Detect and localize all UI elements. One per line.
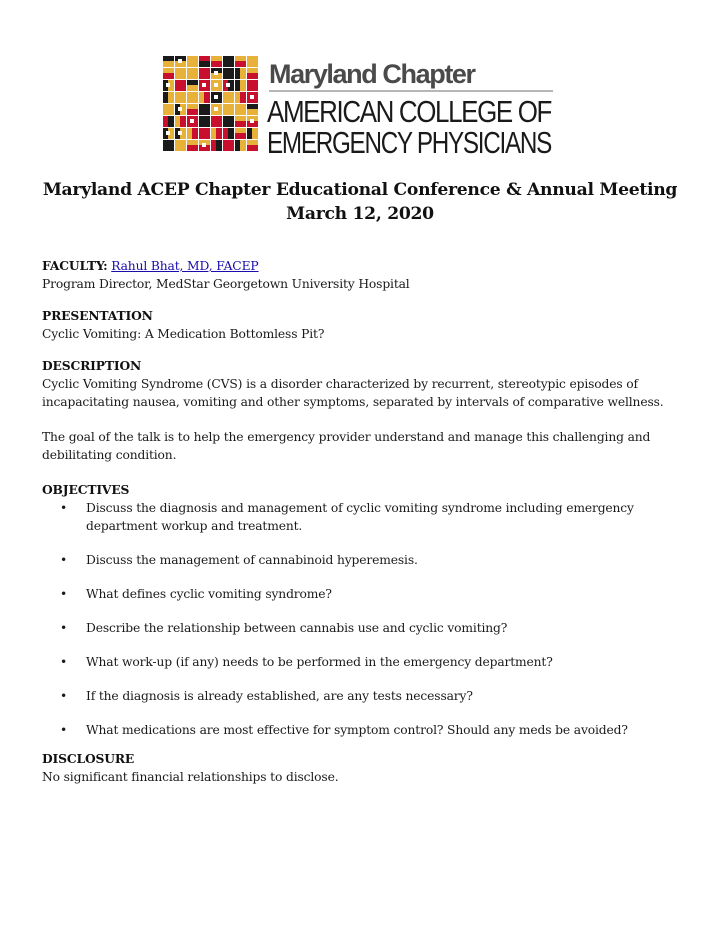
mosaic-tile-highlight [178, 107, 182, 111]
mosaic-tile [187, 68, 198, 79]
mosaic-tile-accent [240, 92, 246, 103]
goal-line: The goal of the talk is to help the emergency provider understand and manage this challenging and [42, 430, 651, 444]
disclosure-heading: DISCLOSURE [42, 751, 135, 766]
objective-item: • What work-up (if any) needs to be performed in the emergency department? [42, 653, 676, 671]
presentation-section [42, 307, 682, 343]
objectives-list [42, 499, 682, 739]
mosaic-tile-accent [240, 140, 246, 151]
mosaic-tile-accent [211, 61, 222, 67]
mosaic-tile-highlight [202, 83, 206, 87]
mosaic-tile-highlight [190, 119, 194, 123]
mosaic-tile [199, 116, 210, 127]
mosaic-tile [235, 104, 246, 115]
mosaic-tile-accent [235, 121, 246, 127]
mosaic-tile-accent [216, 140, 222, 151]
mosaic-tile-highlight [202, 143, 206, 147]
mosaic-tile-accent [240, 80, 246, 91]
mosaic-tile [175, 80, 186, 91]
goal-line: debilitating condition. [42, 448, 177, 462]
objective-item: • What defines cyclic vomiting syndrome? [42, 585, 676, 603]
faculty-name-link[interactable]: Rahul Bhat, MD, FACEP [111, 259, 259, 273]
mosaic-tile [247, 80, 258, 91]
mosaic-tile [199, 128, 210, 139]
mosaic-tile [223, 68, 234, 79]
description-line: incapacitating nausea, vomiting and other symptoms, separated by intervals of comparative wellness. [42, 395, 664, 409]
objective-item: • Discuss the diagnosis and management of cyclic vomiting syndrome including emergency department workup and treatment. [42, 499, 676, 535]
mosaic-tile-accent [180, 116, 186, 127]
mosaic-tile [163, 140, 174, 151]
mosaic-tile [223, 140, 234, 151]
mosaic-tile [163, 104, 174, 115]
mosaic-tile-highlight [214, 83, 218, 87]
objectives-section [42, 481, 682, 739]
mosaic-tile-highlight [214, 107, 218, 111]
mosaic-tile [223, 56, 234, 67]
mosaic-tile-accent [168, 92, 174, 103]
mosaic-tile-highlight [226, 83, 230, 87]
faculty-role: Program Director, MedStar Georgetown University Hospital [42, 277, 410, 291]
mosaic-tile-accent [247, 145, 258, 151]
objective-item: • Discuss the management of cannabinoid hyperemesis. [42, 551, 676, 569]
maryland-flag-mosaic-icon [163, 56, 258, 151]
mosaic-tile-accent [240, 68, 246, 79]
mosaic-tile-accent [247, 73, 258, 79]
mosaic-tile-highlight [250, 119, 254, 123]
mosaic-tile-highlight [178, 59, 182, 63]
description-line: Cyclic Vomiting Syndrome (CVS) is a disorder characterized by recurrent, stereotypic episodes of [42, 377, 638, 391]
mosaic-tile [187, 92, 198, 103]
logo-line2-text: EMERGENCY PHYSICIANS [267, 126, 552, 160]
mosaic-tile [247, 56, 258, 67]
presentation-title: Cyclic Vomiting: A Medication Bottomless Pit? [42, 327, 325, 341]
mosaic-tile-accent [163, 61, 174, 67]
logo-line1-text: AMERICAN COLLEGE OF [267, 95, 552, 129]
mosaic-tile-accent [199, 61, 210, 67]
mosaic-tile [187, 56, 198, 67]
mosaic-tile [175, 68, 186, 79]
mosaic-tile-highlight [166, 83, 170, 87]
mosaic-tile-accent [187, 85, 198, 91]
mosaic-tile-highlight [214, 95, 218, 99]
mosaic-tile [223, 92, 234, 103]
presentation-heading: PRESENTATION [42, 308, 153, 323]
mosaic-tile-accent [247, 109, 258, 115]
logo-chapter-text: Maryland Chapter [269, 59, 475, 89]
mosaic-tile [175, 140, 186, 151]
mosaic-tile-highlight [178, 131, 182, 135]
mosaic-tile-accent [228, 128, 234, 139]
objective-item: • If the diagnosis is already established, are any tests necessary? [42, 687, 676, 705]
mosaic-tile [199, 68, 210, 79]
mosaic-tile-accent [235, 61, 246, 67]
description-heading: DESCRIPTION [42, 358, 142, 373]
mosaic-tile-accent [163, 73, 174, 79]
mosaic-tile-accent [192, 128, 198, 139]
objective-item: • Describe the relationship between cannabis use and cyclic vomiting? [42, 619, 676, 637]
mosaic-tile [175, 92, 186, 103]
mosaic-tile-accent [204, 92, 210, 103]
mosaic-tile-highlight [214, 71, 218, 75]
conference-date: March 12, 2020 [286, 204, 434, 224]
objectives-heading: OBJECTIVES [42, 482, 130, 497]
mosaic-tile-accent [168, 116, 174, 127]
mosaic-tile-highlight [250, 95, 254, 99]
disclosure-section [42, 750, 682, 786]
mosaic-tile [199, 104, 210, 115]
mosaic-tile [223, 116, 234, 127]
mosaic-tile-accent [216, 128, 222, 139]
description-section [42, 357, 682, 411]
mosaic-tile-accent [187, 145, 198, 151]
mosaic-tile-accent [252, 128, 258, 139]
disclosure-text: No significant financial relationships to disclose. [42, 770, 339, 784]
mosaic-tile-accent [235, 133, 246, 139]
mosaic-tile [223, 104, 234, 115]
mosaic-tile [211, 116, 222, 127]
conference-title: Maryland ACEP Chapter Educational Conference & Annual Meeting [42, 180, 678, 200]
goal-section [42, 428, 682, 464]
mosaic-tile-accent [187, 109, 198, 115]
logo-graphic [163, 56, 563, 160]
faculty-section [42, 257, 682, 293]
faculty-label: FACULTY: [42, 258, 108, 273]
objective-item: • What medications are most effective for symptom control? Should any meds be avoided? [42, 721, 676, 739]
mosaic-tile-highlight [166, 131, 170, 135]
chapter-logo [163, 56, 563, 160]
